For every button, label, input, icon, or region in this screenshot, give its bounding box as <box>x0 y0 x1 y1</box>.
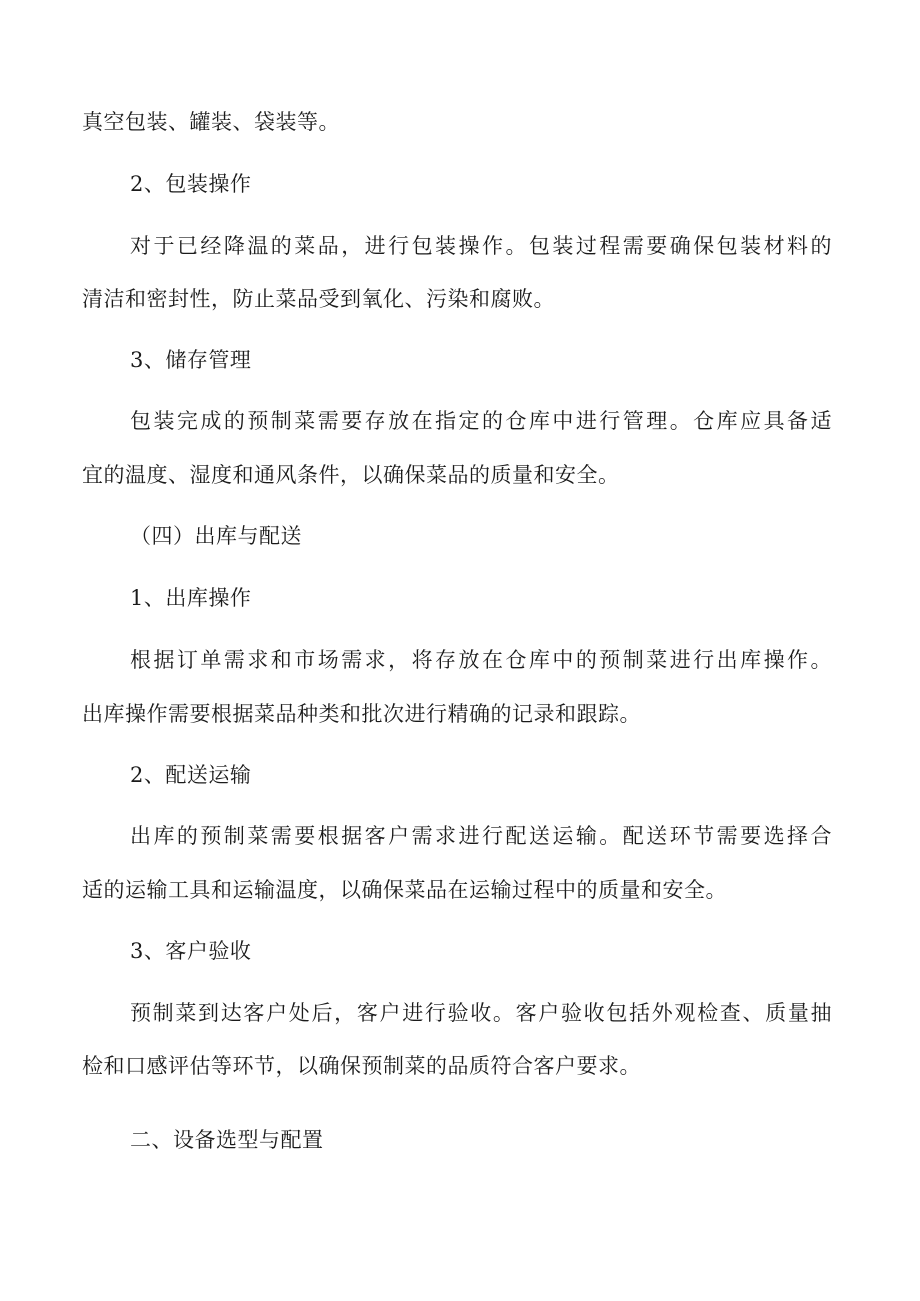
paragraph-acceptance-line-1: 预制菜到达客户处后，客户进行验收。客户验收包括外观检查、质量抽 <box>130 1001 832 1025</box>
paragraph-delivery-line-1: 出库的预制菜需要根据客户需求进行配送运输。配送环节需要选择合 <box>130 824 832 848</box>
paragraph-packaging-line-2: 清洁和密封性，防止菜品受到氧化、污染和腐败。 <box>82 287 555 311</box>
subheading-delivery-transport: 2、配送运输 <box>130 763 252 787</box>
paragraph-delivery-line-2: 适的运输工具和运输温度，以确保菜品在运输过程中的质量和安全。 <box>82 878 727 902</box>
paragraph-storage-line-2: 宜的温度、湿度和通风条件，以确保菜品的质量和安全。 <box>82 463 620 487</box>
paragraph-storage-line-1: 包装完成的预制菜需要存放在指定的仓库中进行管理。仓库应具备适 <box>130 409 832 433</box>
subheading-storage-management: 3、储存管理 <box>130 348 252 372</box>
paragraph-outbound-line-1: 根据订单需求和市场需求，将存放在仓库中的预制菜进行出库操作。 <box>130 648 832 672</box>
paragraph-packaging-line-1: 对于已经降温的菜品，进行包装操作。包装过程需要确保包装材料的 <box>130 234 832 258</box>
paragraph-outbound-line-2: 出库操作需要根据菜品种类和批次进行精确的记录和跟踪。 <box>82 702 641 726</box>
chapter-heading-equipment-selection: 二、设备选型与配置 <box>130 1128 324 1152</box>
paragraph-continuation: 真空包装、罐装、袋装等。 <box>82 110 340 134</box>
subheading-outbound-operation: 1、出库操作 <box>130 586 252 610</box>
paragraph-acceptance-line-2: 检和口感评估等环节，以确保预制菜的品质符合客户要求。 <box>82 1054 641 1078</box>
subheading-customer-acceptance: 3、客户验收 <box>130 939 252 963</box>
subheading-packaging-operation: 2、包装操作 <box>130 172 252 196</box>
section-heading-outbound-delivery: （四）出库与配送 <box>130 524 302 548</box>
